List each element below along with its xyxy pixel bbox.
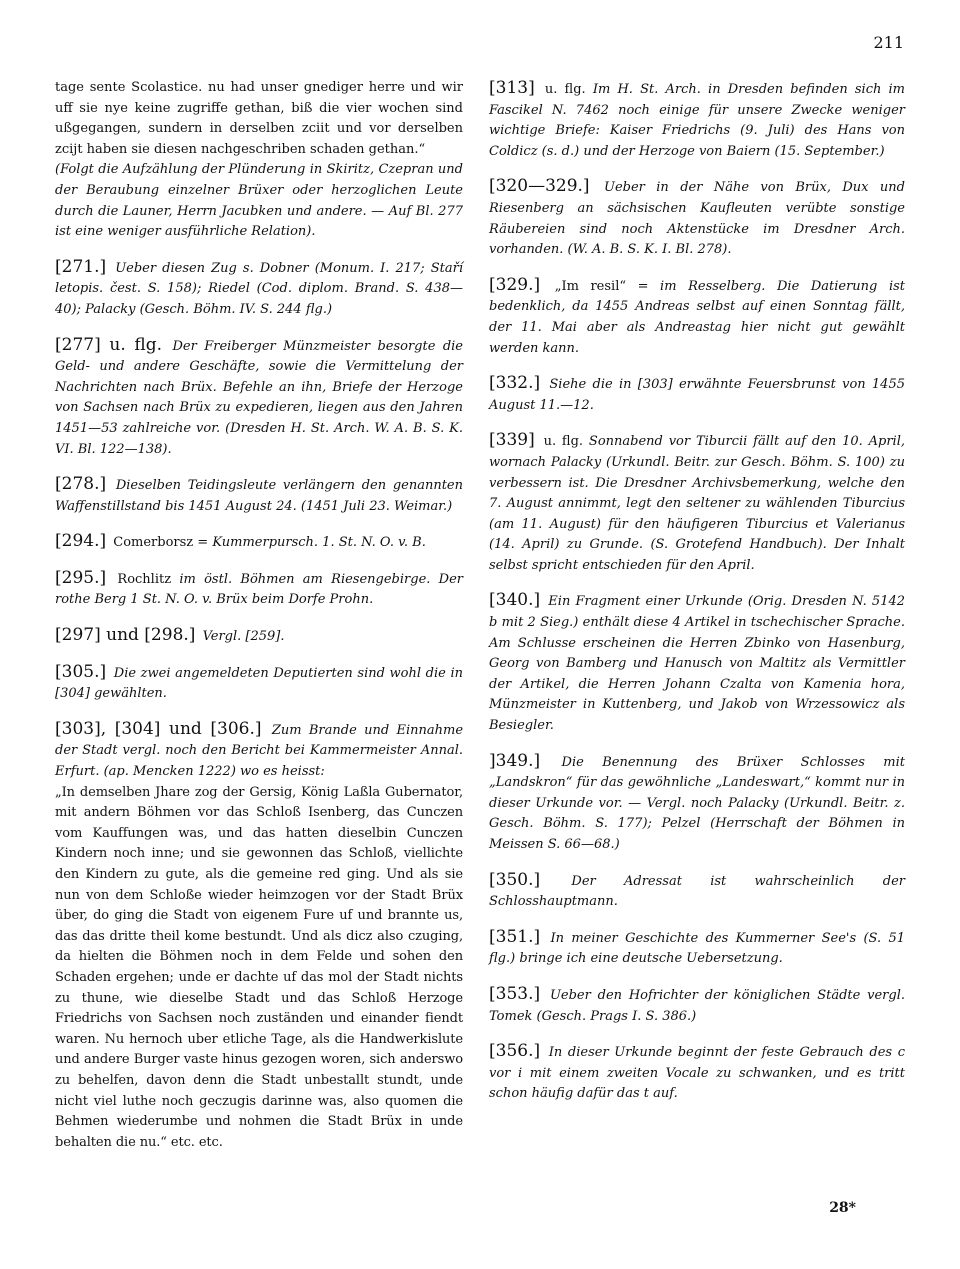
editorial-note: (Folgt die Aufzählung der Plünderung in Skiritz, Czepran und der Beraubung einzelner Brüxer oder herzoglichen Leute durch die Launer, Herrn Jacubken und andere. — Auf Bl. 277 ist eine weniger ausführliche Relation).	[55, 162, 463, 240]
note-text: Der Adressat ist wahrscheinlich der Schlosshauptmann.	[489, 873, 906, 910]
note-339	[489, 430, 905, 576]
note-ref: [350.]	[489, 869, 541, 890]
note-340	[489, 590, 905, 736]
note-ref: [297] und [298.]	[55, 625, 196, 646]
note-text: im östl. Böhmen am Riesengebirge. Der rothe Berg 1 St. N. O. v. Brüx beim Dorfe Prohn.	[55, 571, 463, 608]
note-text: Vergl. [259].	[202, 629, 285, 645]
note-294	[55, 531, 463, 554]
note-349	[489, 751, 905, 856]
note-ref: [294.]	[55, 531, 107, 552]
note-295	[55, 568, 463, 611]
note-350	[489, 870, 905, 913]
note-text: In dieser Urkunde beginnt der feste Gebrauch des c vor i mit einem zweiten Vocale zu schwanken, und es tritt schon häufig dafür das t auf.	[489, 1045, 905, 1102]
note-ref: [277] u. flg.	[55, 334, 163, 355]
note-ref: [295.]	[55, 567, 107, 588]
note-ref: [271.]	[55, 256, 107, 277]
left-column	[55, 78, 463, 1153]
note-ref: [313]	[489, 78, 535, 98]
note-351	[489, 927, 905, 970]
note-ref: [340.]	[489, 590, 541, 611]
note-329	[489, 275, 905, 359]
note-ref: ]349.]	[489, 750, 541, 771]
note-text: Sonnabend vor Tiburcii fällt auf den 10. April, wornach Palacky (Urkundl. Beitr. zur Gesch. Böhm. S. 100) zu verbessern ist. Die Dresdner Archivsbemerkung, welche den 7. August annimmt, legt den seltener zu wählenden Tiburcius (am 11. August) für den häufigeren Tiburcius et Valerianus (14. April) zu Grunde. (S. Grotefend Handbuch). Der Inhalt selbst spricht entschieden für den April.	[489, 434, 905, 573]
note-lead: u. flg.	[544, 82, 593, 97]
note-303-304-306	[55, 719, 463, 783]
page-number: 211	[873, 33, 904, 52]
note-ref: [332.]	[489, 373, 541, 394]
note-lead: Comerborsz =	[113, 535, 213, 551]
note-353	[489, 984, 905, 1027]
note-ref: [356.]	[489, 1041, 541, 1062]
note-ref: [303], [304] und [306.]	[55, 718, 262, 739]
note-320-329	[489, 176, 905, 260]
note-text: Ueber diesen Zug s. Dobner (Monum. I. 217; Staří letopis. čest. S. 158); Riedel (Cod. diplom. Brand. S. 438—40); Palacky (Gesch. Böhm. IV. S. 244 flg.)	[55, 260, 464, 317]
note-305	[55, 662, 463, 705]
note-text: Dieselben Teidingsleute verlängern den genannten Waffenstillstand bis 1451 August 24. (1451 Juli 23. Weimar.)	[55, 478, 463, 514]
note-text: Zum Brande und Einnahme der Stadt vergl. noch den Bericht bei Kammermeister Annal. Erfurt. (ap. Mencken 1222) wo es heisst:	[55, 722, 464, 780]
note-ref: [305.]	[55, 661, 107, 682]
note-text: In meiner Geschichte des Kummerner See's (S. 51 flg.) bringe ich eine deutsche Uebersetzung.	[489, 930, 905, 967]
note-ref: [278.]	[55, 474, 107, 495]
note-ref: [353.]	[489, 983, 541, 1004]
note-text: Siehe die in [303] erwähnte Feuersbrunst von 1455 August 11.—12.	[489, 377, 905, 413]
chronicle-quote: „In demselben Jhare zog der Gersig, König Laßla Gubernator, mit andern Böhmen vor das Schloß Isenberg, das Cunczen vom Kauffungen was, und das hatten dieselbin Cunczen Kindern noch inne; und sie gewonnen das Schloß, viellichte den Kindern zu gute, als die gemeine red ging. Und als sie nun von dem Schloße wieder heimzogen vor der Stadt Brüx über, do ging die Stadt von eigenem Fure uf und brannte us, das das dritte theil kome bestundt. Und als dicz also czuging, da hielten die Böhmen noch in dem Felde und sohen den Schaden ergehen; unde er dachte uf das mol der Stadt nichts zu thune, wie dieselbe Stadt und das Schloß Herzoge Friedrichs von Sachsen noch zuständen und einander fiendt waren. Nu hernoch uber etliche Tage, als die Handwerkislute und andere Burger vaste hinus gezogen woren, sich anderswo zu behelfen, davon denn die Stadt unbestallt stundt, unde nicht viel luthe noch geczugis darinne was, also quomen die Behmen wiederumbe und nohmen die Stadt Brüx in unde behalten die nu.“ etc. etc.	[55, 784, 463, 1150]
note-lead: „Im resil“ =	[554, 278, 661, 294]
note-271	[55, 257, 463, 321]
note-lead: Rochlitz	[117, 571, 180, 587]
note-text: im Resselberg. Die Datierung ist bedenklich, da 1455 Andreas selbst auf einen Sonntag fällt, der 11. Mai aber als Andreastag hier nicht gut gewählt werden kann.	[489, 278, 905, 356]
note-313	[489, 78, 905, 162]
note-ref: [329.]	[489, 274, 541, 295]
note-297-298	[55, 625, 463, 648]
note-text: Kummerpursch. 1. St. N. O. v. B.	[212, 535, 426, 551]
note-356	[489, 1041, 905, 1105]
note-ref: [339]	[489, 430, 535, 451]
note-text: Die zwei angemeldeten Deputierten sind wohl die in [304] gewählten.	[55, 665, 463, 702]
note-text: Ein Fragment einer Urkunde (Orig. Dresden N. 5142 b mit 2 Sieg.) enthält diese 4 Artikel in tschechischer Sprache. Am Schlusse erscheinen die Herren Zbinko von Hasenburg, Georg von Bamberg und Hanusch von Maltitz als Vermittler der Artikel, die Herren Johann Czalta von Kamenia hora, Münzmeister in Kuttenberg, und Jakob von Wrzessowicz als Besiegler.	[489, 594, 906, 734]
note-ref: [320—329.]	[489, 176, 590, 197]
note-text: Ueber in der Nähe von Brüx, Dux und Riesenberg an sächsischen Kaufleuten verübte sonstige Räubereien sind noch Aktenstücke im Dresdner Arch. vorhanden. (W. A. B. S. K. I. Bl. 278).	[489, 180, 905, 258]
note-lead: u. flg.	[543, 434, 589, 450]
note-text: Der Freiberger Münzmeister besorgte die Geld- und andere Geschäfte, sowie die Vermittelung der Nachrichten nach Brüx. Befehle an ihn, Briefe der Herzoge von Sachsen nach Brüx zu expedieren, liegen aus den Jahren 1451—53 zahlreiche vor. (Dresden H. St. Arch. W. A. B. S. K. VI. Bl. 122—138).	[55, 338, 463, 457]
note-text: Ueber den Hofrichter der königlichen Städte vergl. Tomek (Gesch. Prags I. S. 386.)	[489, 987, 905, 1024]
note-text: Im H. St. Arch. in Dresden befinden sich im Fascikel N. 7462 noch einige für unsere Zwecke weniger wichtige Briefe: Kaiser Friedrichs (9. Juli) des Hans von Coldicz (s. d.) und der Herzoge von Baiern (15. September.)	[489, 82, 905, 159]
note-ref: [351.]	[489, 926, 541, 947]
right-column	[489, 78, 905, 1105]
note-332	[489, 373, 905, 416]
note-text: Die Benennung des Brüxer Schlosses mit „Landskron“ für das gewöhnliche „Landeswart,“ kommt nur in dieser Urkunde vor. — Vergl. noch Palacky (Urkundl. Beitr. z. Gesch. Böhm. S. 177); Pelzel (Herrschaft der Böhmen in Meissen S. 66—68.)	[489, 754, 905, 852]
signature-mark: 28*	[829, 1200, 856, 1216]
note-277	[55, 335, 463, 461]
quote-continuation: tage sente Scolastice. nu had unser gnediger herre und wir uff sie nye keine zugriffe gethan, biß die vier wochen sind ußgegangen, sundern in derselben zciit und vor derselben zcijt haben sie diesen nachgeschriben schaden gethan.“	[55, 80, 463, 157]
note-278	[55, 474, 463, 517]
